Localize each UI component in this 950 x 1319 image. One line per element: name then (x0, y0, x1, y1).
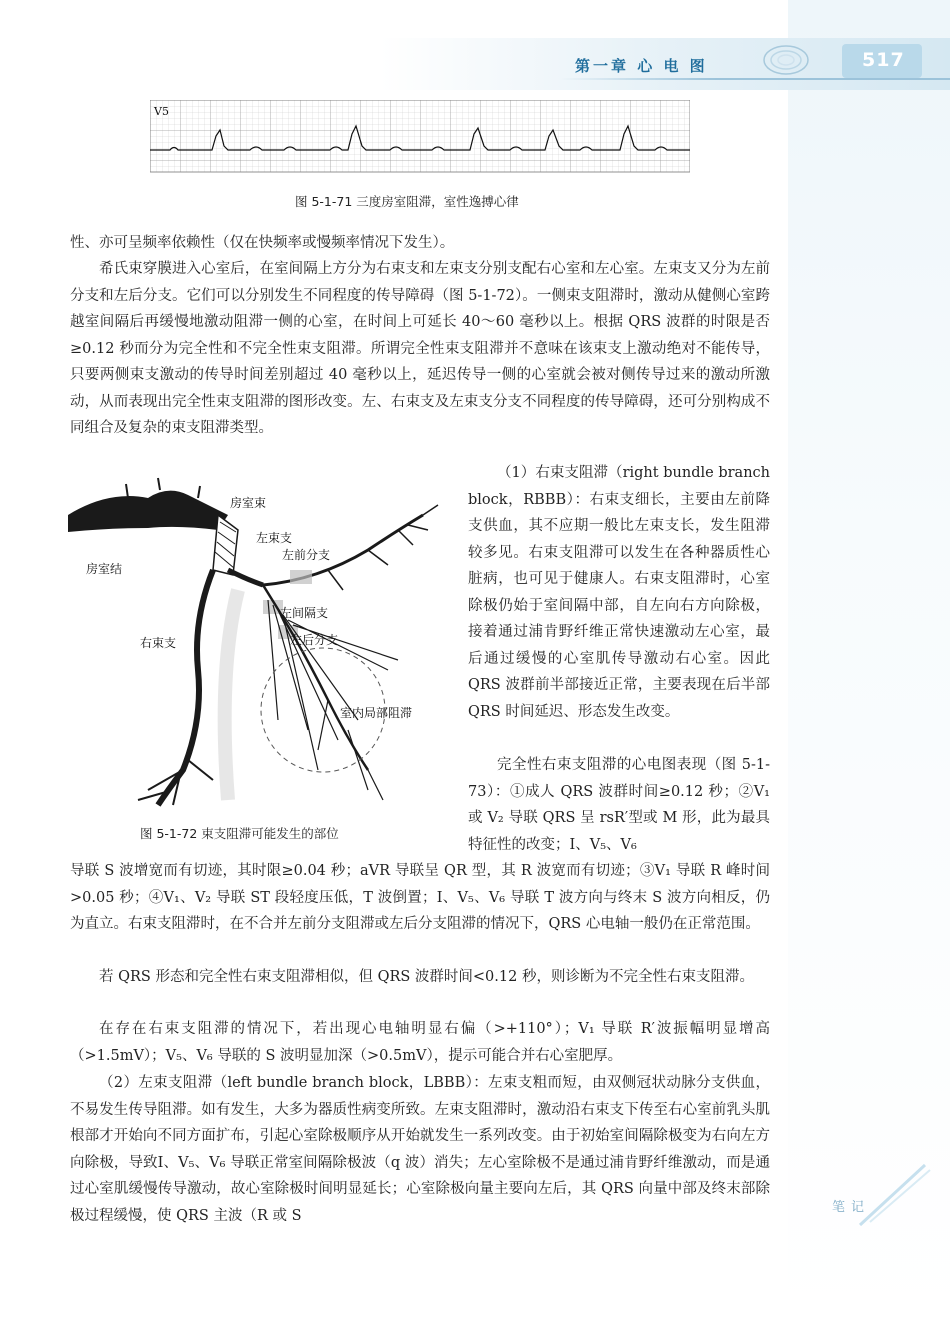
paragraph-incomplete-rbbb: 若 QRS 形态和完全性右束支阻滞相似，但 QRS 波群时间<0.12 秒，则诊断为不完全性右束支阻滞。 (99, 969, 754, 985)
paragraph-rbbb: （1）右束支阻滞（right bundle branch block，RBBB）：右束支细长，主要由左前降支供血，其不应期一般比左束支长，发生阻滞较多见。右束支阻滞可以发生在各种器质性心脏病，也可见于健康人。右束支阻滞时，心室除极仍始于室间隔中部，自左向右方向除极，接着通过浦肯野纤维正常快速激动左心室，最后通过缓慢的心室肌传导激动右心室。因此 QRS 波群前半部接近正常，主要表现在后半部 QRS 时间延迟、形态发生改变。 (468, 465, 770, 720)
figure-71-caption: 图 5-1-71 三度房室阻滞，室性逸搏心律 (295, 194, 519, 209)
page-number: 517 (862, 49, 905, 71)
ecg-strip-figure (150, 100, 690, 178)
label-left-posterior: 左后分支 (290, 633, 339, 647)
label-av-node: 房室结 (86, 562, 123, 576)
paragraph-lbbb: （2）左束支阻滞（left bundle branch block，LBBB）：左束支粗而短，由双侧冠状动脉分支供血，不易发生传导阻滞。如有发生，大多为器质性病变所致。左束支阻滞时，激动沿右束支下传至右心室前乳头肌根部才开始向不同方面扩布，引起心室除极顺序从开始就发生一系列改变。由于初始室间隔除极变为右向左方向除极，导致Ⅰ、V₅、V₆ 导联正常室间隔除极波（q 波）消失；左心室除极不是通过浦肯野纤维激动，而是通过心室肌缓慢传导激动，故心室除极时间明显延长；心室除极向量主要向左后，其 QRS 向量中部及终末部除极过程缓慢，使 QRS 主波（R 或 S (70, 1075, 770, 1224)
figure-72-caption: 图 5-1-72 束支阻滞可能发生的部位 (140, 826, 339, 841)
pen-decoration-icon (855, 1160, 935, 1230)
label-local-block: 室内局部阻滞 (340, 706, 413, 720)
label-left-septal: 左间隔支 (280, 606, 329, 620)
paragraph-rbbb-rvh: 在存在右束支阻滞的情况下，若出现心电轴明显右偏（>+110°）；V₁ 导联 R′波振幅明显增高（>1.5mV）；V₅、V₆ 导联的 S 波明显加深（>0.5mV），提示可能合并右心室肥厚。 (70, 1021, 770, 1064)
paragraph-1: 性、亦可呈频率依赖性（仅在快频率或慢频率情况下发生）。 (70, 235, 455, 251)
paragraph-2: 希氏束穿膜进入心室后，在室间隔上方分为右束支和左束支分别支配右心室和左心室。左束支又分为左前分支和左后分支。它们可以分别发生不同程度的传导障碍（图 5-1-72）。一侧束支阻滞时，激动从健侧心室跨越室间隔后再缓慢地激动阻滞一侧的心室，在时间上可延长 40～60 毫秒以上。根据 QRS 波群的时限是否≥0.12 秒而分为完全性和不完全性束支阻滞。所谓完全性束支阻滞并不意味在该束支上激动绝对不能传导，只要两侧束支激动的传导时间差别超过 40 毫秒以上，延迟传导一侧的心室就会被对侧传导过来的激动所激动，从而表现出完全性束支阻滞的图形改变。左、右束支及左束支分支不同程度的传导障碍，还可分别构成不同组合及复杂的束支阻滞类型。 (70, 261, 770, 436)
notes-label: 笔记 (832, 1200, 871, 1215)
bundle-branch-diagram (68, 470, 463, 815)
label-left-anterior: 左前分支 (282, 548, 331, 562)
paragraph-crbbb-part2: 导联 S 波增宽而有切迹，其时限≥0.04 秒；aVR 导联呈 QR 型，其 R 波宽而有切迹；③V₁ 导联 R 峰时间>0.05 秒；④V₁、V₂ 导联 ST 段轻度压低，T 波倒置；Ⅰ、V₅、V₆ 导联 T 波方向与终末 S 波方向相反，仍为直立。右束支阻滞时，在不合并左前分支阻滞或左后分支阻滞的情况下，QRS 心电轴一般仍在正常范围。 (70, 863, 770, 932)
label-right-bundle: 右束支 (140, 636, 177, 650)
margin-notes-strip (788, 0, 950, 1319)
ecg-lead-label: V5 (154, 105, 169, 118)
swirl-decoration-icon (748, 38, 818, 88)
label-left-bundle: 左束支 (256, 531, 293, 545)
paragraph-crbbb-part1: 完全性右束支阻滞的心电图表现（图 5-1-73）：①成人 QRS 波群时间≥0.12 秒；②V₁ 或 V₂ 导联 QRS 呈 rsR′型或 M 形，此为最具特征性的改变；Ⅰ、V₅、V₆ (468, 757, 770, 853)
chapter-title: 第一章 心 电 图 (575, 57, 708, 75)
label-av-bundle: 房室束 (230, 496, 267, 510)
